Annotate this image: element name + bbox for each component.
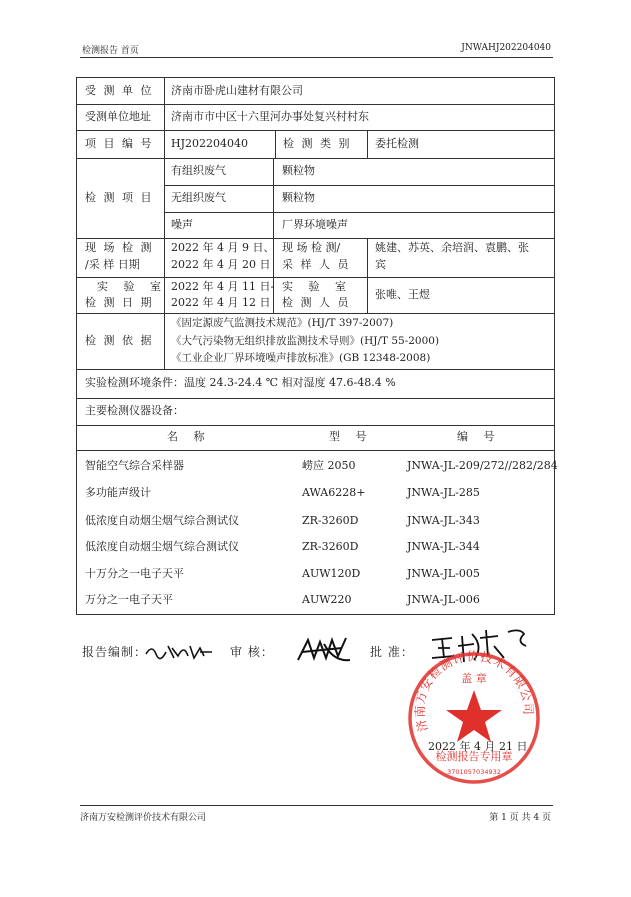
instrument-model: AUW120D xyxy=(302,567,361,580)
lab-date-label-line2: 检 测 日 期 xyxy=(85,296,154,309)
column-header-name: 名 称 xyxy=(167,430,211,443)
client-label: 受 测 单 位 xyxy=(85,84,154,97)
seal-center-text: 盖 章 xyxy=(461,672,487,685)
instrument-number: JNWA-JL-343 xyxy=(407,514,480,527)
page-indicator: 第 1 页 共 4 页 xyxy=(489,813,551,823)
lab-staff: 张唯、王煜 xyxy=(375,288,430,301)
basis-standard: 《工业企业厂界环境噪声排放标准》(GB 12348-2008) xyxy=(171,352,431,364)
client-value: 济南市卧虎山建材有限公司 xyxy=(171,84,303,97)
item-name: 颗粒物 xyxy=(282,164,315,177)
instrument-name: 低浓度自动烟尘烟气综合测试仪 xyxy=(85,514,239,527)
item-name: 颗粒物 xyxy=(282,191,315,204)
basis-label: 检 测 依 据 xyxy=(85,334,154,347)
lab-staff-label-line2: 检 测 人 员 xyxy=(282,296,351,309)
seal-bottom-text: 检测报告专用章 xyxy=(435,750,513,763)
instrument-name: 低浓度自动烟尘烟气综合测试仪 xyxy=(85,540,239,553)
instrument-number: JNWA-JL-005 xyxy=(407,567,480,580)
instrument-number: JNWA-JL-209/272//282/284 xyxy=(407,459,558,472)
footer-company: 济南万安检测评价技术有限公司 xyxy=(80,813,207,823)
header-title: 检测报告 首页 xyxy=(82,46,139,56)
prepared-by-label: 报告编制： xyxy=(82,645,148,659)
lab-staff-label: 实 验 室 xyxy=(282,280,352,293)
field-staff-line2: 宾 xyxy=(375,258,386,271)
lab-date-label: 实 验 室 xyxy=(97,280,167,293)
field-date-label: 现 场 检 测 xyxy=(85,241,154,254)
field-date: 2022 年 4 月 9 日、 xyxy=(171,241,275,254)
env-conditions: 实验检测环境条件：温度 24.3-24.4 ℃ 相对湿度 47.6-48.4 % xyxy=(85,376,396,389)
lab-date-line2: 2022 年 4 月 12 日 xyxy=(171,296,271,309)
item-name: 厂界环境噪声 xyxy=(282,218,348,231)
info-table xyxy=(76,77,558,615)
footer-divider xyxy=(80,805,553,806)
reviewer-signature xyxy=(294,634,354,666)
instruments-title: 主要检测仪器设备： xyxy=(85,404,184,417)
instrument-number: JNWA-JL-344 xyxy=(407,540,480,553)
column-header-number: 编 号 xyxy=(457,430,501,443)
instrument-model: 崂应 2050 xyxy=(302,459,356,472)
address-value: 济南市市中区十六里河办事处复兴村村东 xyxy=(171,110,369,123)
header-divider xyxy=(80,57,553,58)
project-number-value: HJ202204040 xyxy=(171,137,248,150)
seal-ring-text: 济南万安检测评价技术有限公司 xyxy=(412,649,536,734)
instrument-model: AUW220 xyxy=(302,593,352,606)
instrument-model: AWA6228+ xyxy=(302,486,366,499)
item-source: 无组织废气 xyxy=(171,191,226,204)
column-header-model: 型 号 xyxy=(329,430,373,443)
field-staff: 姚建、苏英、余培润、袁鹏、张 xyxy=(375,241,529,254)
category-label: 检 测 类 别 xyxy=(283,137,352,150)
instrument-name: 十万分之一电子天平 xyxy=(85,567,184,580)
reviewed-by-label: 审 核： xyxy=(230,645,274,659)
official-seal xyxy=(404,648,544,788)
field-date-line2: 2022 年 4 月 20 日 xyxy=(171,258,271,271)
basis-standard: 《大气污染物无组织排放监测技术导则》(HJ/T 55-2000) xyxy=(171,335,440,347)
report-number: JNWAHJ202204040 xyxy=(461,43,551,53)
instrument-name: 多功能声级计 xyxy=(85,486,151,499)
instrument-model: ZR-3260D xyxy=(302,514,359,527)
item-source: 有组织废气 xyxy=(171,164,226,177)
seal-star-icon xyxy=(446,690,502,742)
address-label: 受测单位地址 xyxy=(85,110,151,123)
project-number-label: 项 目 编 号 xyxy=(85,137,154,150)
instrument-model: ZR-3260D xyxy=(302,540,359,553)
instrument-number: JNWA-JL-285 xyxy=(407,486,480,499)
seal-number: 3701057034932 xyxy=(447,768,501,776)
field-staff-label: 现 场 检 测/ xyxy=(282,241,341,254)
basis-standard: 《固定源废气监测技术规范》(HJ/T 397-2007) xyxy=(171,317,394,329)
category-value: 委托检测 xyxy=(375,137,419,150)
items-label: 检 测 项 目 xyxy=(85,191,154,204)
instrument-number: JNWA-JL-006 xyxy=(407,593,480,606)
item-source: 噪声 xyxy=(171,218,193,231)
instrument-name: 智能空气综合采样器 xyxy=(85,459,184,472)
instrument-name: 万分之一电子天平 xyxy=(85,593,173,606)
lab-date: 2022 年 4 月 11 日- xyxy=(171,280,275,293)
prepared-signature xyxy=(144,640,214,662)
field-staff-label-line2: 采 样 人 员 xyxy=(282,258,351,271)
field-date-label-line2: /采 样 日期 xyxy=(85,258,140,271)
issue-date: 2022 年 4 月 21 日 xyxy=(428,740,528,753)
approved-by-label: 批 准： xyxy=(370,645,414,659)
